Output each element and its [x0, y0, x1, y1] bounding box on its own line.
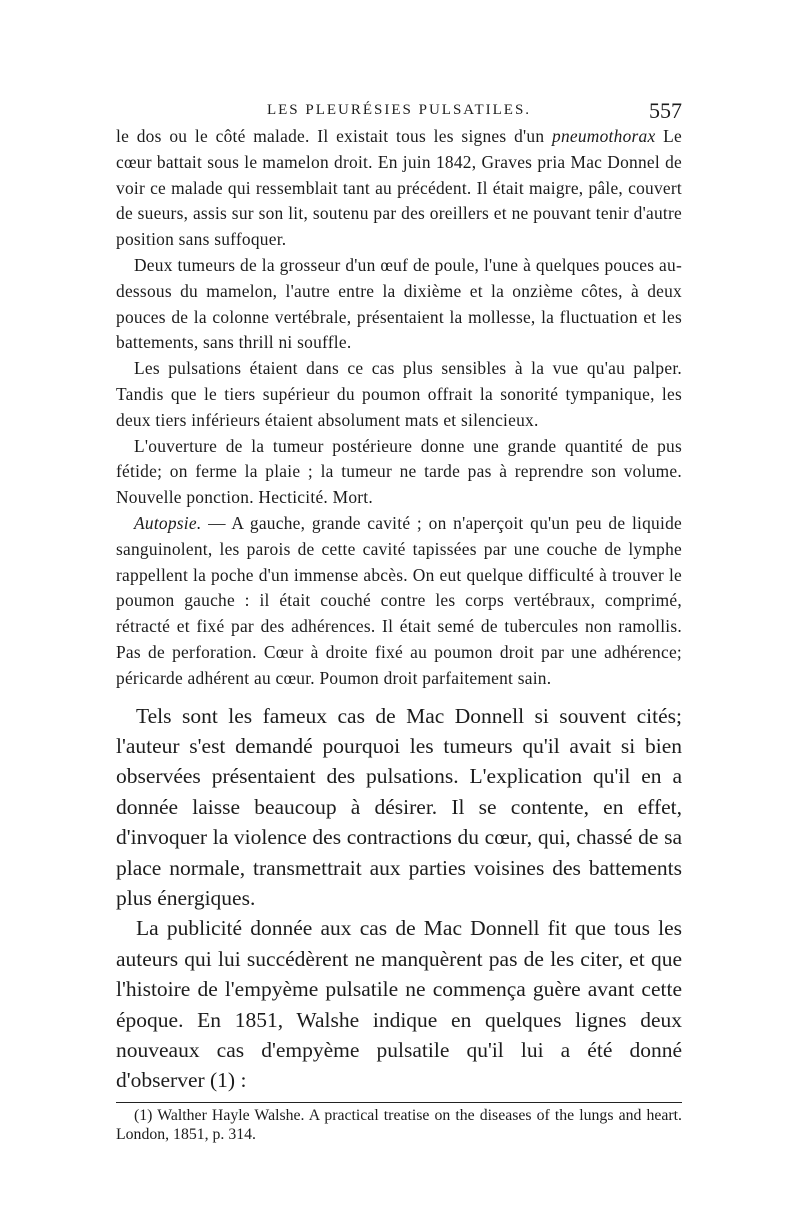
paragraph: Tels sont les fameux cas de Mac Donnell si souvent cités; l'auteur s'est demandé pourquoi les tumeurs qu'il avait si bien observées présentaient des pulsations. L'explication qu'il en a donnée laisse beaucoup à désirer. Il se contente, en effet, d'invoquer la violence des contractions du cœur, qui, chassé de sa place normale, transmettrait aux parties voisines des battements plus énergiques.: [116, 703, 682, 910]
footnote-divider: [116, 1102, 682, 1103]
italic-heading: Autopsie.: [134, 512, 202, 533]
case-report-section: [116, 124, 682, 692]
running-header: [116, 98, 682, 122]
paragraph: Deux tumeurs de la grosseur d'un œuf de poule, l'une à quelques pouces au-dessous du mamelon, l'autre entre la dixième et la onzième côtes, à deux pouces de la colonne vertébrale, présentaient la mollesse, la fluctuation et les battements, sans thrill ni souffle.: [116, 254, 682, 353]
paragraph: L'ouverture de la tumeur postérieure donne une grande quantité de pus fétide; on ferme la plaie ; la tumeur ne tarde pas à reprendre son volume. Nouvelle ponction. Hecticité. Mort.: [116, 435, 682, 508]
body-text: [116, 124, 682, 1096]
running-title: LES PLEURÉSIES PULSATILES.: [266, 102, 532, 118]
paragraph: La publicité donnée aux cas de Mac Donnell fit que tous les auteurs qui lui succédèrent ne manquèrent pas de les citer, et que l'histoire de l'empyème pulsatile ne commença guère avant cette époque. En 1851, Walshe indique en quelques lignes deux nouveaux cas d'empyème pulsatile qu'il lui a été donné d'observer (1) :: [116, 916, 682, 1093]
text-run: — A gauche, grande cavité ; on n'aperçoit qu'un peu de liquide sanguinolent, les parois de cette cavité tapissées par une couche de lymphe rappellent la poche d'un immense abcès. On eut quelque difficulté à trouver le poumon gauche : il était couché contre les corps vertébraux, comprimé, rétracté et fixé par des adhérences. Il était semé de tubercules non ramollis. Pas de perforation. Cœur à droite fixé au poumon droit par une adhérence; péricarde adhérent au cœur. Poumon droit parfaitement sain.: [116, 512, 682, 688]
italic-term: pneumothorax: [552, 126, 656, 146]
paragraph: Les pulsations étaient dans ce cas plus sensibles à la vue qu'au palper. Tandis que le tiers supérieur du poumon offrait la sonorité tympanique, les deux tiers inférieurs étaient absolument mats et silencieux.: [116, 358, 682, 430]
text-run: le dos ou le côté malade. Il existait tous les signes d'un: [116, 126, 552, 146]
paragraph-continuation: [116, 124, 682, 253]
text-run: Le cœur battait sous le mamelon droit. En juin 1842, Graves pria Mac Donnel de voir ce malade qui ressemblait tant au précédent. Il était maigre, pâle, couvert de sueurs, assis sur son lit, soutenu par des oreillers et ne pouvant tenir d'autre position sans suffoquer.: [116, 126, 682, 250]
page-number: 557: [649, 98, 682, 123]
footnote: (1) Walther Hayle Walshe. A practical treatise on the diseases of the lungs and heart. London, 1851, p. 314.: [116, 1107, 682, 1143]
paragraph-autopsy: [116, 511, 682, 692]
commentary-section: [116, 701, 682, 1096]
